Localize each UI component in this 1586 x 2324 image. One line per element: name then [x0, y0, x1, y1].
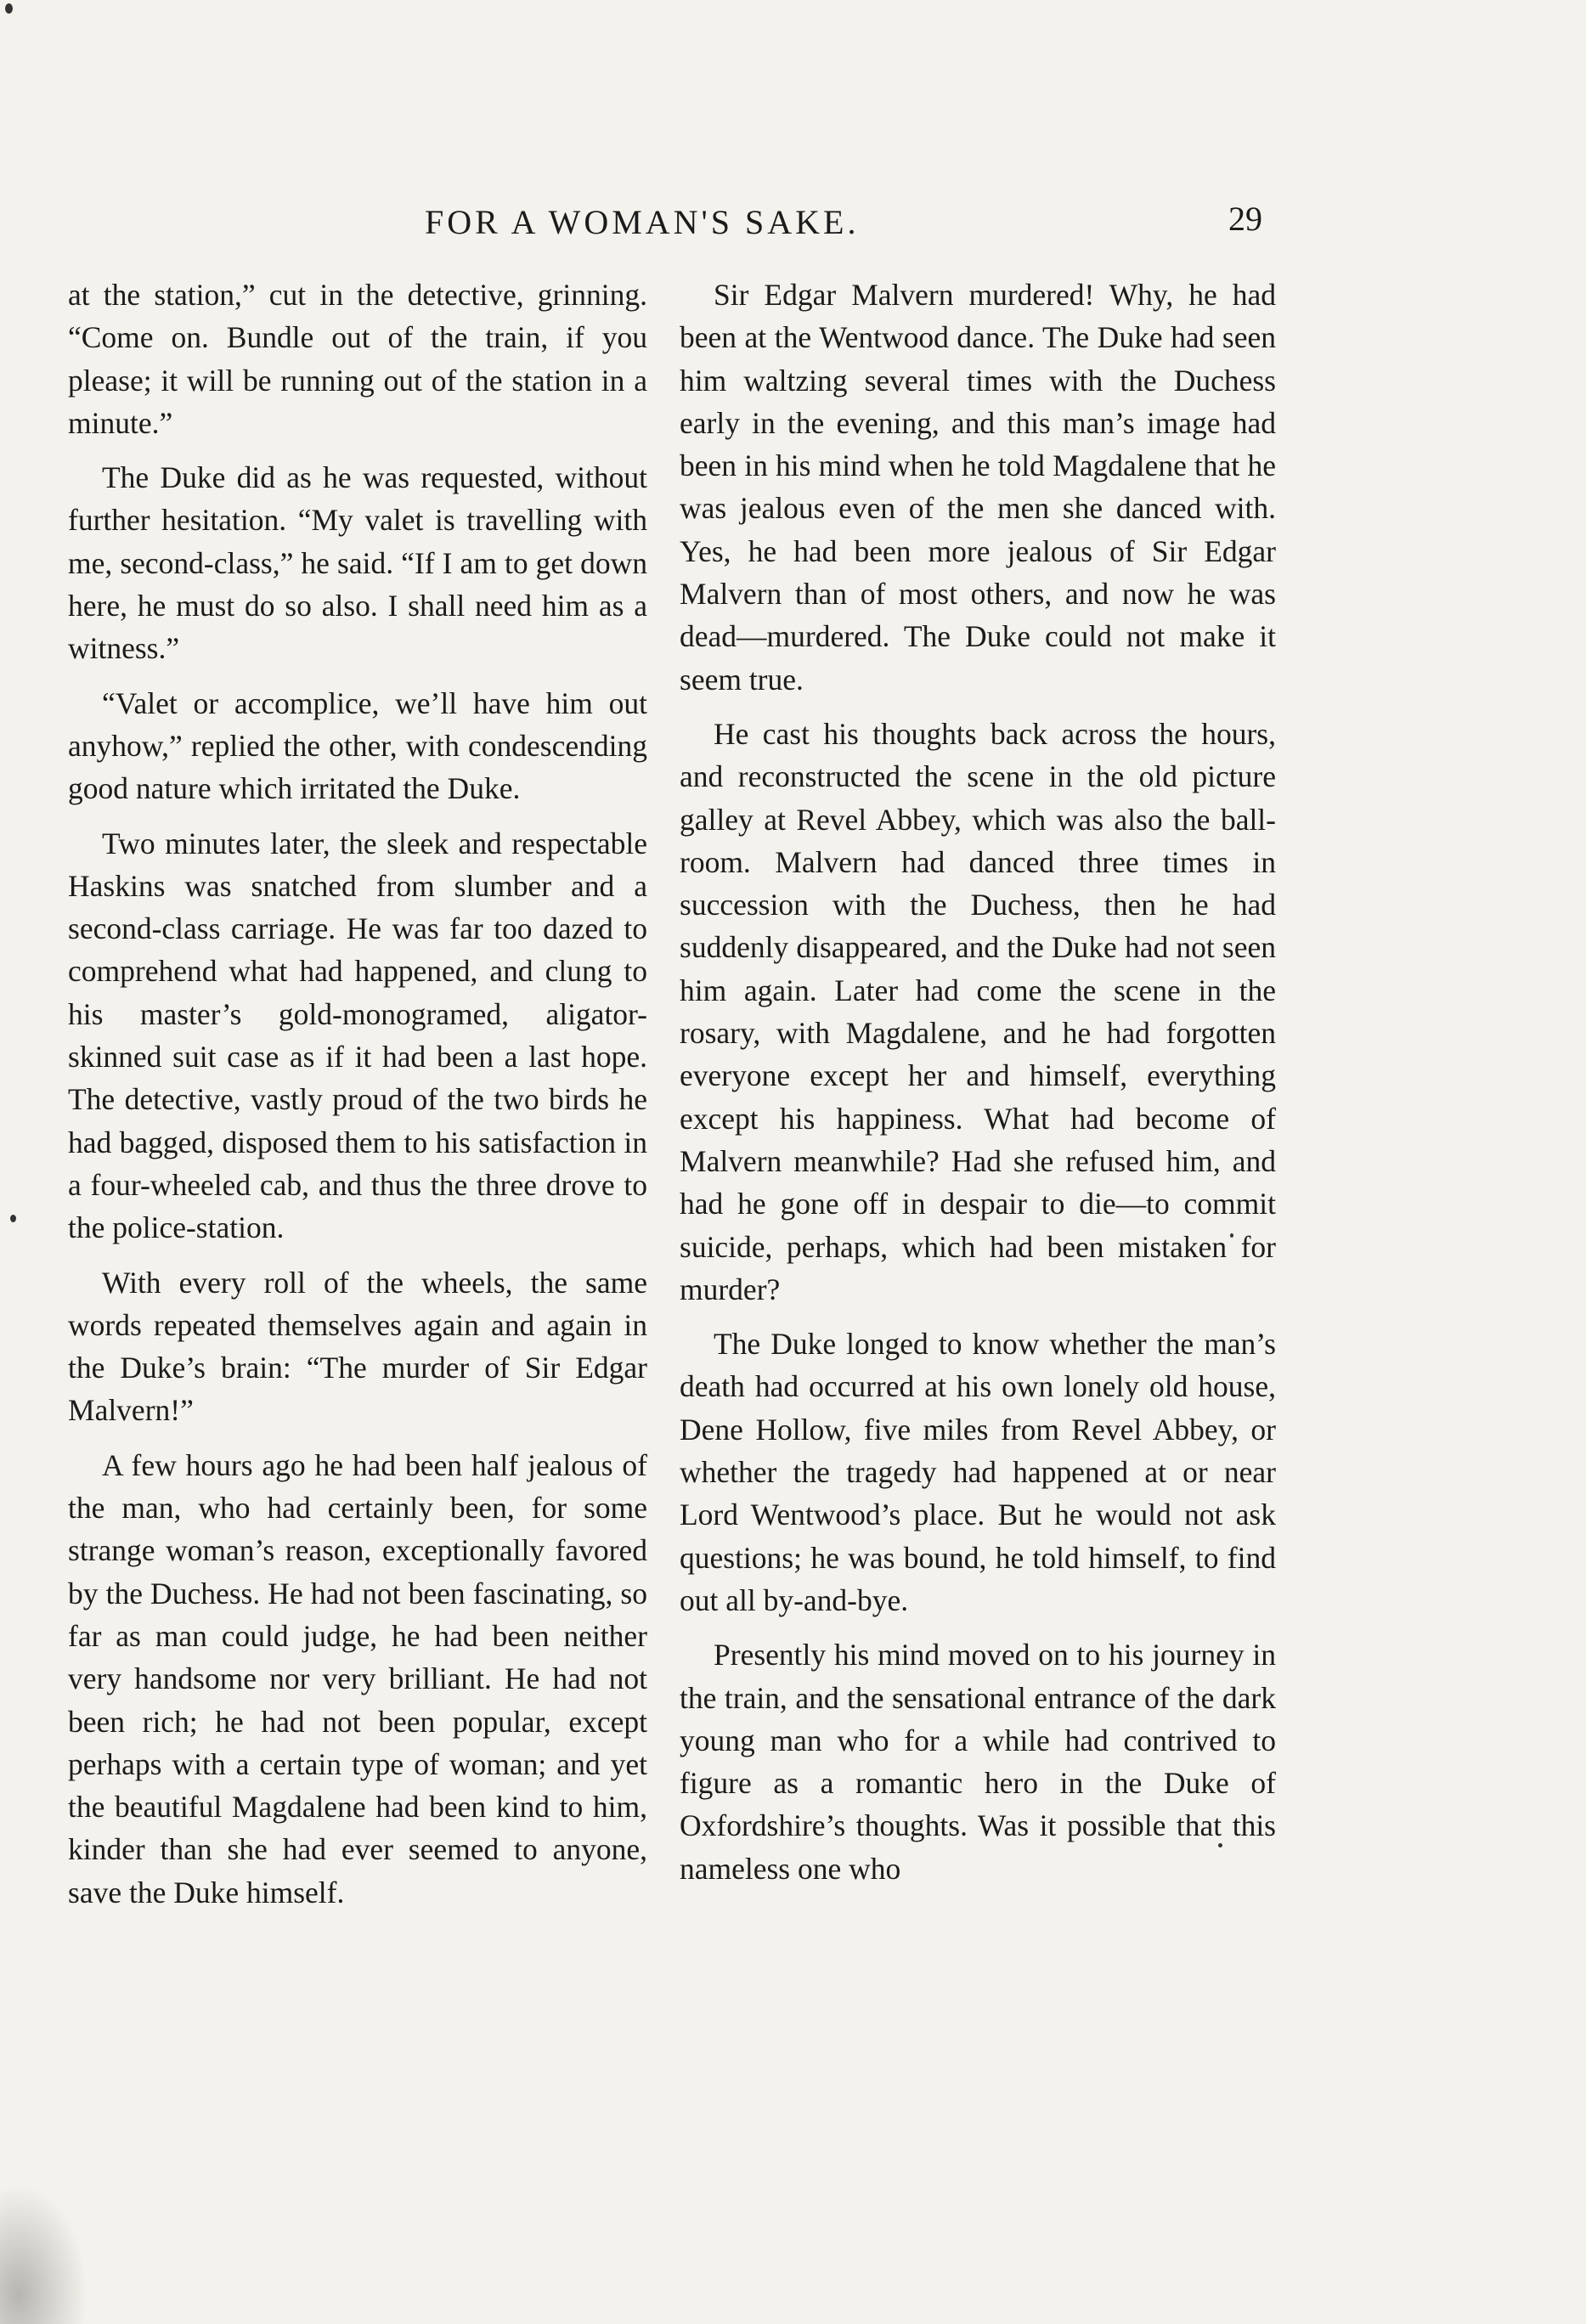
paragraph: at the station,” cut in the detective, grinning. “Come on. Bundle out of the train, if you please; it will be running out of the station in a minute.”	[68, 278, 647, 440]
page-edge-shadow	[0, 2175, 93, 2324]
paragraph: The Duke longed to know whether the man’s death had occurred at his own lonely old house, Dene Hollow, five miles from Revel Abbey, or whether the tragedy had happened at or near Lord Wentwood’s place. But he would not ask questions; he was bound, he told himself, to find out all by-and-bye.	[680, 1327, 1276, 1617]
running-head	[0, 202, 1586, 253]
paragraph: A few hours ago he had been half jealous of the man, who had certainly been, for some strange woman’s reason, exceptionally favored by the Duchess. He had not been fascinating, so far as man could judge, he had been neither very handsome nor very brilliant. He had not been rich; he had not been popular, except perhaps with a certain type of woman; and yet the beautiful Magdalene had been kind to him, kinder than she had ever seemed to anyone, save the Duke himself.	[68, 1447, 647, 1909]
paragraph: The Duke did as he was requested, without further hesitation. “My valet is travelling with me, second-class,” he said. “If I am to get down here, he must do so also. I shall need him as a witness.”	[68, 460, 647, 666]
paragraph: He cast his thoughts back across the hours, and reconstructed the scene in the old picture galley at Revel Abbey, which was also the ball-room. Malvern had danced three times in succession with the Duchess, then he had suddenly disappeared, and the Duke had not seen him again. Later had come the scene in the rosary, with Magdalene, and he had forgotten everyone except her and himself, everything except his happiness. What had become of Malvern meanwhile? Had she refused him, and had he gone off in despair to die—to commit suicide, perhaps, which had been mistaken for murder?	[680, 716, 1276, 1306]
left-column	[68, 274, 647, 1926]
paragraph: Two minutes later, the sleek and respectable Haskins was snatched from slumber and a second-class carriage. He was far too dazed to comprehend what had happened, and clung to his master’s gold-monogramed, aligator-skinned suit case as if it had been a last hope. The detective, vastly proud of the two birds he had bagged, disposed them to his satisfaction in a four-wheeled cab, and thus the three drove to the police-station.	[68, 826, 647, 1245]
paragraph: With every roll of the wheels, the same words repeated themselves again and again in the Duke’s brain: “The murder of Sir Edgar Malvern!”	[68, 1265, 647, 1428]
running-title: FOR A WOMAN'S SAKE.	[425, 203, 860, 241]
ink-speck	[10, 1215, 16, 1222]
ink-speck	[5, 3, 13, 14]
page-number: 29	[1228, 200, 1262, 238]
paragraph: Presently his mind moved on to his journey in the train, and the sensational entrance of the dark young man who for a while had contrived to figure as a romantic hero in the Duke of Oxfordshire’s thoughts. Was it possible that this nameless one who	[680, 1638, 1276, 1886]
paragraph: Sir Edgar Malvern murdered! Why, he had been at the Wentwood dance. The Duke had seen him waltzing several times with the Duchess early in the evening, and this man’s image had been in his mind when he told Magdalene that he was jealous even of the men she danced with. Yes, he had been more jealous of Sir Edgar Malvern than of most others, and now he was dead—murdered. The Duke could not make it seem true.	[680, 278, 1276, 697]
right-column	[680, 274, 1276, 1902]
paragraph: “Valet or accomplice, we’ll have him out anyhow,” replied the other, with condescending good nature which irritated the Duke.	[68, 685, 647, 806]
